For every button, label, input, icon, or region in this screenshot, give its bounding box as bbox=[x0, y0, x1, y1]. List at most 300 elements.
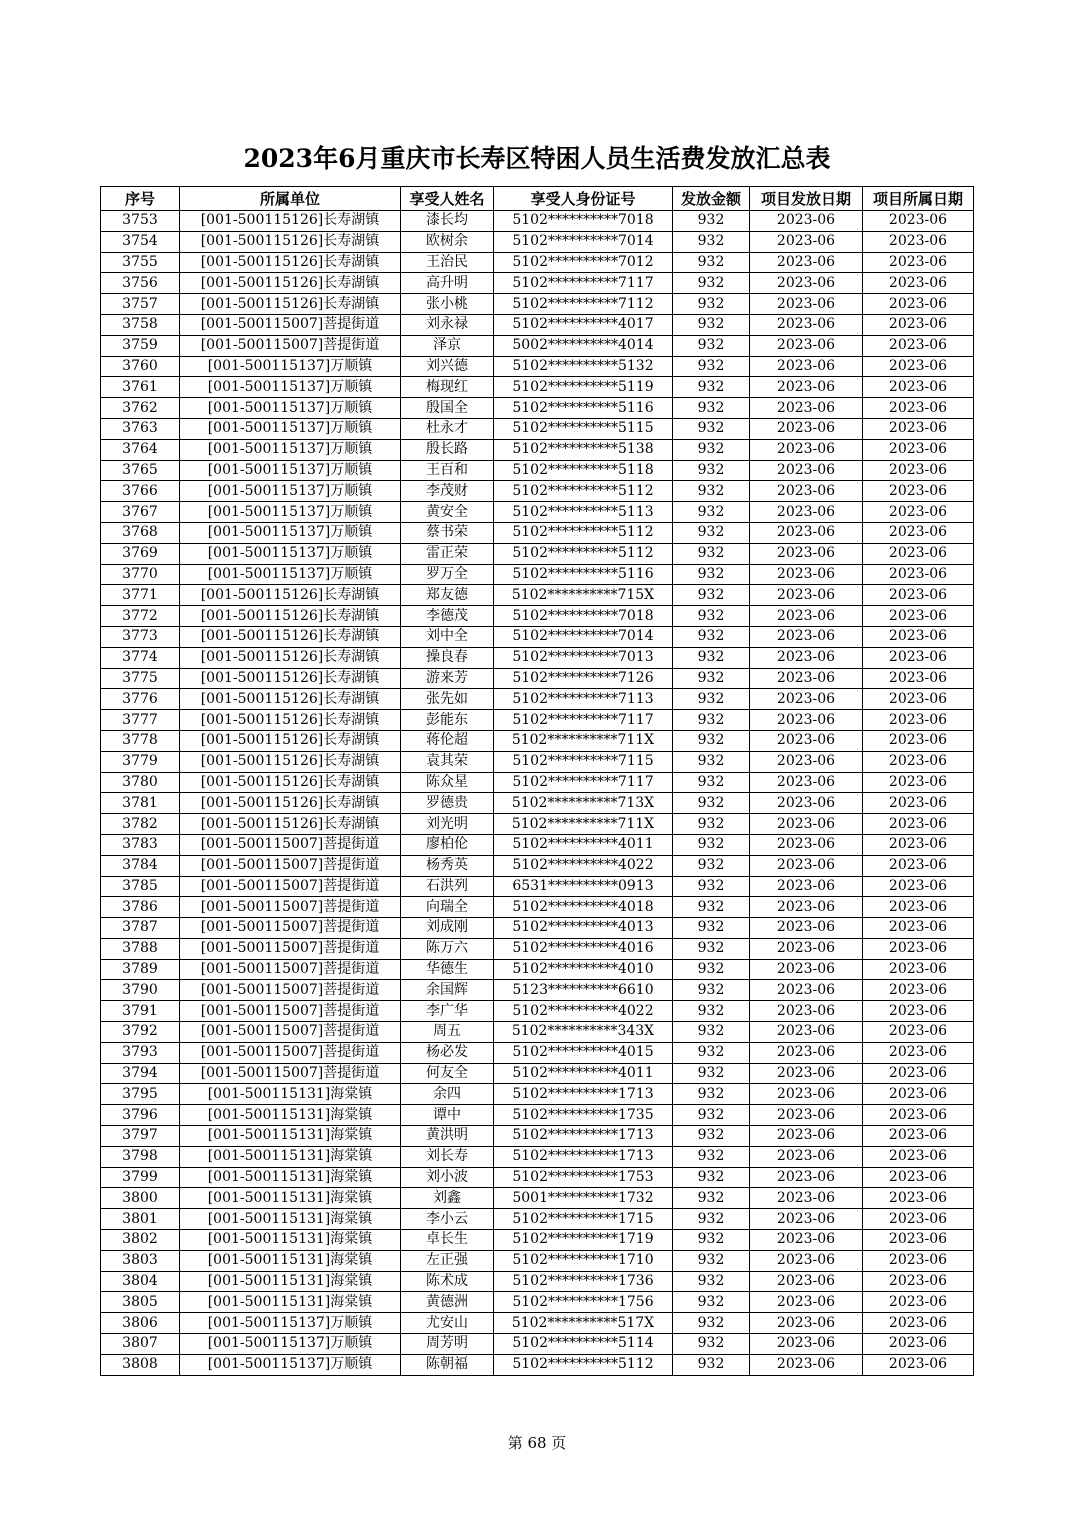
cell-name: 刘永禄 bbox=[401, 314, 494, 335]
cell-name: 周五 bbox=[401, 1022, 494, 1043]
cell-id-number: 5102**********5114 bbox=[494, 1334, 673, 1355]
cell-issue-date: 2023-06 bbox=[750, 1001, 863, 1022]
cell-unit: [001-500115137]万顺镇 bbox=[180, 460, 401, 481]
cell-period-date: 2023-06 bbox=[863, 1271, 974, 1292]
cell-serial: 3785 bbox=[101, 876, 180, 897]
header-id-number: 享受人身份证号 bbox=[494, 187, 673, 211]
cell-name: 杨秀英 bbox=[401, 855, 494, 876]
cell-serial: 3761 bbox=[101, 377, 180, 398]
cell-amount: 932 bbox=[673, 1250, 750, 1271]
cell-id-number: 5102**********4015 bbox=[494, 1042, 673, 1063]
cell-unit: [001-500115131]海棠镇 bbox=[180, 1105, 401, 1126]
cell-serial: 3755 bbox=[101, 252, 180, 273]
table-row bbox=[101, 897, 974, 918]
cell-name: 郑友德 bbox=[401, 585, 494, 606]
cell-id-number: 5102**********4022 bbox=[494, 855, 673, 876]
cell-id-number: 5102**********7126 bbox=[494, 668, 673, 689]
table-row bbox=[101, 1271, 974, 1292]
table-row bbox=[101, 1105, 974, 1126]
cell-amount: 932 bbox=[673, 314, 750, 335]
cell-serial: 3770 bbox=[101, 564, 180, 585]
cell-serial: 3783 bbox=[101, 834, 180, 855]
cell-unit: [001-500115126]长寿湖镇 bbox=[180, 294, 401, 315]
cell-period-date: 2023-06 bbox=[863, 273, 974, 294]
cell-name: 廖柏伦 bbox=[401, 834, 494, 855]
table-row bbox=[101, 335, 974, 356]
cell-issue-date: 2023-06 bbox=[750, 522, 863, 543]
cell-unit: [001-500115007]菩提街道 bbox=[180, 980, 401, 1001]
table-row bbox=[101, 314, 974, 335]
cell-serial: 3769 bbox=[101, 543, 180, 564]
cell-name: 泽京 bbox=[401, 335, 494, 356]
cell-unit: [001-500115137]万顺镇 bbox=[180, 398, 401, 419]
table-row bbox=[101, 377, 974, 398]
cell-unit: [001-500115126]长寿湖镇 bbox=[180, 273, 401, 294]
cell-amount: 932 bbox=[673, 1105, 750, 1126]
cell-id-number: 5102**********7117 bbox=[494, 710, 673, 731]
cell-amount: 932 bbox=[673, 647, 750, 668]
cell-serial: 3794 bbox=[101, 1063, 180, 1084]
cell-period-date: 2023-06 bbox=[863, 647, 974, 668]
cell-period-date: 2023-06 bbox=[863, 460, 974, 481]
table-body bbox=[101, 211, 974, 1376]
cell-unit: [001-500115137]万顺镇 bbox=[180, 439, 401, 460]
cell-amount: 932 bbox=[673, 1209, 750, 1230]
cell-issue-date: 2023-06 bbox=[750, 1354, 863, 1375]
cell-serial: 3757 bbox=[101, 294, 180, 315]
cell-amount: 932 bbox=[673, 689, 750, 710]
cell-issue-date: 2023-06 bbox=[750, 647, 863, 668]
cell-issue-date: 2023-06 bbox=[750, 377, 863, 398]
cell-unit: [001-500115007]菩提街道 bbox=[180, 959, 401, 980]
cell-amount: 932 bbox=[673, 1292, 750, 1313]
cell-amount: 932 bbox=[673, 668, 750, 689]
cell-amount: 932 bbox=[673, 918, 750, 939]
cell-period-date: 2023-06 bbox=[863, 1230, 974, 1251]
cell-unit: [001-500115007]菩提街道 bbox=[180, 855, 401, 876]
cell-amount: 932 bbox=[673, 1084, 750, 1105]
cell-period-date: 2023-06 bbox=[863, 730, 974, 751]
cell-unit: [001-500115137]万顺镇 bbox=[180, 502, 401, 523]
cell-id-number: 5102**********1753 bbox=[494, 1167, 673, 1188]
cell-period-date: 2023-06 bbox=[863, 294, 974, 315]
header-period-date: 项目所属日期 bbox=[863, 187, 974, 211]
cell-id-number: 5102**********1715 bbox=[494, 1209, 673, 1230]
header-amount: 发放金额 bbox=[673, 187, 750, 211]
cell-name: 刘中全 bbox=[401, 626, 494, 647]
cell-issue-date: 2023-06 bbox=[750, 897, 863, 918]
cell-serial: 3805 bbox=[101, 1292, 180, 1313]
cell-id-number: 5102**********7117 bbox=[494, 772, 673, 793]
cell-issue-date: 2023-06 bbox=[750, 231, 863, 252]
cell-id-number: 5102**********7018 bbox=[494, 211, 673, 232]
cell-unit: [001-500115126]长寿湖镇 bbox=[180, 647, 401, 668]
cell-unit: [001-500115126]长寿湖镇 bbox=[180, 772, 401, 793]
cell-id-number: 5102**********4010 bbox=[494, 959, 673, 980]
cell-serial: 3758 bbox=[101, 314, 180, 335]
cell-serial: 3774 bbox=[101, 647, 180, 668]
cell-id-number: 5102**********343X bbox=[494, 1022, 673, 1043]
cell-serial: 3766 bbox=[101, 481, 180, 502]
cell-id-number: 5102**********1713 bbox=[494, 1084, 673, 1105]
cell-id-number: 5102**********4018 bbox=[494, 897, 673, 918]
table-row bbox=[101, 1084, 974, 1105]
cell-period-date: 2023-06 bbox=[863, 439, 974, 460]
cell-serial: 3793 bbox=[101, 1042, 180, 1063]
cell-name: 罗德贵 bbox=[401, 793, 494, 814]
cell-id-number: 5102**********4013 bbox=[494, 918, 673, 939]
cell-name: 黄德洲 bbox=[401, 1292, 494, 1313]
cell-serial: 3804 bbox=[101, 1271, 180, 1292]
cell-amount: 932 bbox=[673, 522, 750, 543]
table-row bbox=[101, 1126, 974, 1147]
cell-period-date: 2023-06 bbox=[863, 814, 974, 835]
cell-period-date: 2023-06 bbox=[863, 1001, 974, 1022]
cell-amount: 932 bbox=[673, 730, 750, 751]
table-row bbox=[101, 751, 974, 772]
cell-unit: [001-500115126]长寿湖镇 bbox=[180, 814, 401, 835]
cell-id-number: 5102**********4011 bbox=[494, 834, 673, 855]
cell-unit: [001-500115007]菩提街道 bbox=[180, 876, 401, 897]
cell-id-number: 5102**********1710 bbox=[494, 1250, 673, 1271]
cell-id-number: 5102**********5112 bbox=[494, 543, 673, 564]
cell-amount: 932 bbox=[673, 814, 750, 835]
cell-period-date: 2023-06 bbox=[863, 793, 974, 814]
cell-issue-date: 2023-06 bbox=[750, 1126, 863, 1147]
cell-name: 王百和 bbox=[401, 460, 494, 481]
cell-serial: 3789 bbox=[101, 959, 180, 980]
table-row bbox=[101, 273, 974, 294]
cell-issue-date: 2023-06 bbox=[750, 1230, 863, 1251]
cell-amount: 932 bbox=[673, 1167, 750, 1188]
cell-issue-date: 2023-06 bbox=[750, 1146, 863, 1167]
cell-name: 漆长均 bbox=[401, 211, 494, 232]
table-row bbox=[101, 1063, 974, 1084]
table-row bbox=[101, 564, 974, 585]
cell-unit: [001-500115131]海棠镇 bbox=[180, 1188, 401, 1209]
cell-unit: [001-500115131]海棠镇 bbox=[180, 1146, 401, 1167]
cell-id-number: 5102**********5112 bbox=[494, 481, 673, 502]
cell-serial: 3787 bbox=[101, 918, 180, 939]
cell-name: 卓长生 bbox=[401, 1230, 494, 1251]
cell-serial: 3780 bbox=[101, 772, 180, 793]
cell-id-number: 5102**********711X bbox=[494, 814, 673, 835]
cell-amount: 932 bbox=[673, 398, 750, 419]
cell-serial: 3762 bbox=[101, 398, 180, 419]
cell-amount: 932 bbox=[673, 418, 750, 439]
table-row bbox=[101, 876, 974, 897]
cell-issue-date: 2023-06 bbox=[750, 356, 863, 377]
table-row bbox=[101, 855, 974, 876]
cell-period-date: 2023-06 bbox=[863, 1188, 974, 1209]
cell-unit: [001-500115126]长寿湖镇 bbox=[180, 585, 401, 606]
cell-period-date: 2023-06 bbox=[863, 335, 974, 356]
table-row bbox=[101, 543, 974, 564]
cell-serial: 3753 bbox=[101, 211, 180, 232]
cell-unit: [001-500115131]海棠镇 bbox=[180, 1250, 401, 1271]
cell-serial: 3760 bbox=[101, 356, 180, 377]
cell-name: 罗万全 bbox=[401, 564, 494, 585]
cell-amount: 932 bbox=[673, 1042, 750, 1063]
table-row bbox=[101, 793, 974, 814]
cell-amount: 932 bbox=[673, 626, 750, 647]
cell-amount: 932 bbox=[673, 834, 750, 855]
cell-issue-date: 2023-06 bbox=[750, 751, 863, 772]
cell-id-number: 5102**********7113 bbox=[494, 689, 673, 710]
table-row bbox=[101, 418, 974, 439]
cell-id-number: 5102**********7018 bbox=[494, 606, 673, 627]
cell-period-date: 2023-06 bbox=[863, 1084, 974, 1105]
cell-period-date: 2023-06 bbox=[863, 314, 974, 335]
cell-name: 黄安全 bbox=[401, 502, 494, 523]
header-serial: 序号 bbox=[101, 187, 180, 211]
cell-amount: 932 bbox=[673, 1063, 750, 1084]
cell-amount: 932 bbox=[673, 273, 750, 294]
cell-issue-date: 2023-06 bbox=[750, 1063, 863, 1084]
cell-unit: [001-500115131]海棠镇 bbox=[180, 1209, 401, 1230]
cell-amount: 932 bbox=[673, 543, 750, 564]
cell-serial: 3756 bbox=[101, 273, 180, 294]
cell-name: 刘兴德 bbox=[401, 356, 494, 377]
header-issue-date: 项目发放日期 bbox=[750, 187, 863, 211]
table-row bbox=[101, 1022, 974, 1043]
cell-unit: [001-500115126]长寿湖镇 bbox=[180, 751, 401, 772]
cell-period-date: 2023-06 bbox=[863, 1292, 974, 1313]
cell-unit: [001-500115007]菩提街道 bbox=[180, 938, 401, 959]
cell-serial: 3800 bbox=[101, 1188, 180, 1209]
cell-unit: [001-500115007]菩提街道 bbox=[180, 1042, 401, 1063]
cell-issue-date: 2023-06 bbox=[750, 626, 863, 647]
cell-issue-date: 2023-06 bbox=[750, 1084, 863, 1105]
cell-unit: [001-500115131]海棠镇 bbox=[180, 1271, 401, 1292]
cell-name: 王治民 bbox=[401, 252, 494, 273]
table-row bbox=[101, 1354, 974, 1375]
table-row bbox=[101, 647, 974, 668]
cell-period-date: 2023-06 bbox=[863, 1022, 974, 1043]
cell-name: 周芳明 bbox=[401, 1334, 494, 1355]
table-row bbox=[101, 1334, 974, 1355]
cell-name: 尤安山 bbox=[401, 1313, 494, 1334]
table-row bbox=[101, 710, 974, 731]
cell-period-date: 2023-06 bbox=[863, 356, 974, 377]
cell-id-number: 5102**********711X bbox=[494, 730, 673, 751]
cell-issue-date: 2023-06 bbox=[750, 502, 863, 523]
cell-serial: 3782 bbox=[101, 814, 180, 835]
cell-name: 李德茂 bbox=[401, 606, 494, 627]
cell-serial: 3765 bbox=[101, 460, 180, 481]
table-row bbox=[101, 460, 974, 481]
cell-unit: [001-500115007]菩提街道 bbox=[180, 834, 401, 855]
cell-id-number: 5102**********715X bbox=[494, 585, 673, 606]
cell-amount: 932 bbox=[673, 1188, 750, 1209]
cell-name: 袁其荣 bbox=[401, 751, 494, 772]
table-row bbox=[101, 252, 974, 273]
cell-issue-date: 2023-06 bbox=[750, 710, 863, 731]
cell-id-number: 5102**********7112 bbox=[494, 294, 673, 315]
cell-name: 杜永才 bbox=[401, 418, 494, 439]
cell-issue-date: 2023-06 bbox=[750, 252, 863, 273]
cell-name: 何友全 bbox=[401, 1063, 494, 1084]
cell-period-date: 2023-06 bbox=[863, 959, 974, 980]
cell-serial: 3776 bbox=[101, 689, 180, 710]
cell-serial: 3784 bbox=[101, 855, 180, 876]
cell-issue-date: 2023-06 bbox=[750, 335, 863, 356]
cell-id-number: 5102**********5112 bbox=[494, 522, 673, 543]
cell-period-date: 2023-06 bbox=[863, 668, 974, 689]
cell-period-date: 2023-06 bbox=[863, 1126, 974, 1147]
cell-unit: [001-500115126]长寿湖镇 bbox=[180, 252, 401, 273]
cell-unit: [001-500115007]菩提街道 bbox=[180, 918, 401, 939]
cell-id-number: 5102**********5115 bbox=[494, 418, 673, 439]
table-row bbox=[101, 1001, 974, 1022]
cell-period-date: 2023-06 bbox=[863, 231, 974, 252]
cell-unit: [001-500115137]万顺镇 bbox=[180, 1334, 401, 1355]
cell-issue-date: 2023-06 bbox=[750, 876, 863, 897]
cell-serial: 3772 bbox=[101, 606, 180, 627]
cell-period-date: 2023-06 bbox=[863, 543, 974, 564]
cell-serial: 3759 bbox=[101, 335, 180, 356]
cell-amount: 932 bbox=[673, 772, 750, 793]
table-row bbox=[101, 481, 974, 502]
cell-unit: [001-500115137]万顺镇 bbox=[180, 356, 401, 377]
cell-amount: 932 bbox=[673, 1271, 750, 1292]
cell-unit: [001-500115131]海棠镇 bbox=[180, 1292, 401, 1313]
table-row bbox=[101, 1313, 974, 1334]
cell-name: 陈万六 bbox=[401, 938, 494, 959]
cell-serial: 3771 bbox=[101, 585, 180, 606]
table-row bbox=[101, 356, 974, 377]
cell-period-date: 2023-06 bbox=[863, 1105, 974, 1126]
cell-period-date: 2023-06 bbox=[863, 481, 974, 502]
cell-issue-date: 2023-06 bbox=[750, 294, 863, 315]
cell-name: 彭能东 bbox=[401, 710, 494, 731]
cell-name: 陈术成 bbox=[401, 1271, 494, 1292]
cell-name: 李广华 bbox=[401, 1001, 494, 1022]
cell-serial: 3801 bbox=[101, 1209, 180, 1230]
cell-serial: 3803 bbox=[101, 1250, 180, 1271]
cell-name: 杨必发 bbox=[401, 1042, 494, 1063]
cell-issue-date: 2023-06 bbox=[750, 980, 863, 1001]
cell-serial: 3764 bbox=[101, 439, 180, 460]
cell-amount: 932 bbox=[673, 980, 750, 1001]
cell-period-date: 2023-06 bbox=[863, 772, 974, 793]
header-unit: 所属单位 bbox=[180, 187, 401, 211]
cell-unit: [001-500115007]菩提街道 bbox=[180, 1001, 401, 1022]
cell-amount: 932 bbox=[673, 1334, 750, 1355]
cell-serial: 3773 bbox=[101, 626, 180, 647]
table-row bbox=[101, 1188, 974, 1209]
cell-name: 李小云 bbox=[401, 1209, 494, 1230]
cell-period-date: 2023-06 bbox=[863, 522, 974, 543]
cell-amount: 932 bbox=[673, 294, 750, 315]
table-row bbox=[101, 1042, 974, 1063]
cell-issue-date: 2023-06 bbox=[750, 1250, 863, 1271]
cell-amount: 932 bbox=[673, 585, 750, 606]
cell-issue-date: 2023-06 bbox=[750, 1022, 863, 1043]
cell-period-date: 2023-06 bbox=[863, 377, 974, 398]
cell-id-number: 5102**********5132 bbox=[494, 356, 673, 377]
cell-unit: [001-500115137]万顺镇 bbox=[180, 418, 401, 439]
cell-unit: [001-500115131]海棠镇 bbox=[180, 1126, 401, 1147]
table-row bbox=[101, 668, 974, 689]
cell-id-number: 5102**********1719 bbox=[494, 1230, 673, 1251]
cell-issue-date: 2023-06 bbox=[750, 1042, 863, 1063]
table-row bbox=[101, 814, 974, 835]
cell-serial: 3799 bbox=[101, 1167, 180, 1188]
cell-amount: 932 bbox=[673, 356, 750, 377]
cell-name: 余国辉 bbox=[401, 980, 494, 1001]
cell-name: 殷国全 bbox=[401, 398, 494, 419]
table-row bbox=[101, 606, 974, 627]
cell-id-number: 5102**********5119 bbox=[494, 377, 673, 398]
cell-amount: 932 bbox=[673, 1126, 750, 1147]
cell-unit: [001-500115126]长寿湖镇 bbox=[180, 606, 401, 627]
cell-name: 向瑞全 bbox=[401, 897, 494, 918]
cell-amount: 932 bbox=[673, 710, 750, 731]
cell-issue-date: 2023-06 bbox=[750, 314, 863, 335]
cell-unit: [001-500115007]菩提街道 bbox=[180, 1022, 401, 1043]
cell-period-date: 2023-06 bbox=[863, 1313, 974, 1334]
cell-issue-date: 2023-06 bbox=[750, 668, 863, 689]
cell-amount: 932 bbox=[673, 1146, 750, 1167]
cell-issue-date: 2023-06 bbox=[750, 1167, 863, 1188]
cell-name: 游来芳 bbox=[401, 668, 494, 689]
cell-id-number: 5102**********4016 bbox=[494, 938, 673, 959]
cell-unit: [001-500115137]万顺镇 bbox=[180, 481, 401, 502]
cell-id-number: 5102**********4017 bbox=[494, 314, 673, 335]
cell-id-number: 5102**********7014 bbox=[494, 626, 673, 647]
cell-name: 张小桃 bbox=[401, 294, 494, 315]
cell-name: 陈朝福 bbox=[401, 1354, 494, 1375]
cell-id-number: 5102**********7115 bbox=[494, 751, 673, 772]
cell-issue-date: 2023-06 bbox=[750, 398, 863, 419]
table-row bbox=[101, 959, 974, 980]
table-row bbox=[101, 980, 974, 1001]
cell-period-date: 2023-06 bbox=[863, 689, 974, 710]
cell-issue-date: 2023-06 bbox=[750, 959, 863, 980]
cell-serial: 3807 bbox=[101, 1334, 180, 1355]
cell-serial: 3797 bbox=[101, 1126, 180, 1147]
cell-issue-date: 2023-06 bbox=[750, 460, 863, 481]
cell-issue-date: 2023-06 bbox=[750, 606, 863, 627]
cell-issue-date: 2023-06 bbox=[750, 1105, 863, 1126]
cell-amount: 932 bbox=[673, 793, 750, 814]
cell-issue-date: 2023-06 bbox=[750, 1271, 863, 1292]
cell-issue-date: 2023-06 bbox=[750, 814, 863, 835]
cell-name: 余四 bbox=[401, 1084, 494, 1105]
cell-period-date: 2023-06 bbox=[863, 1334, 974, 1355]
cell-name: 黄洪明 bbox=[401, 1126, 494, 1147]
cell-unit: [001-500115126]长寿湖镇 bbox=[180, 793, 401, 814]
cell-unit: [001-500115126]长寿湖镇 bbox=[180, 211, 401, 232]
cell-serial: 3779 bbox=[101, 751, 180, 772]
cell-name: 石洪列 bbox=[401, 876, 494, 897]
cell-name: 蔡书荣 bbox=[401, 522, 494, 543]
cell-period-date: 2023-06 bbox=[863, 626, 974, 647]
cell-issue-date: 2023-06 bbox=[750, 772, 863, 793]
cell-id-number: 5102**********5116 bbox=[494, 398, 673, 419]
cell-period-date: 2023-06 bbox=[863, 855, 974, 876]
cell-id-number: 5102**********1736 bbox=[494, 1271, 673, 1292]
cell-id-number: 5102**********7012 bbox=[494, 252, 673, 273]
cell-unit: [001-500115126]长寿湖镇 bbox=[180, 231, 401, 252]
cell-serial: 3777 bbox=[101, 710, 180, 731]
cell-serial: 3767 bbox=[101, 502, 180, 523]
cell-name: 刘成刚 bbox=[401, 918, 494, 939]
cell-period-date: 2023-06 bbox=[863, 1209, 974, 1230]
cell-amount: 932 bbox=[673, 502, 750, 523]
cell-amount: 932 bbox=[673, 855, 750, 876]
